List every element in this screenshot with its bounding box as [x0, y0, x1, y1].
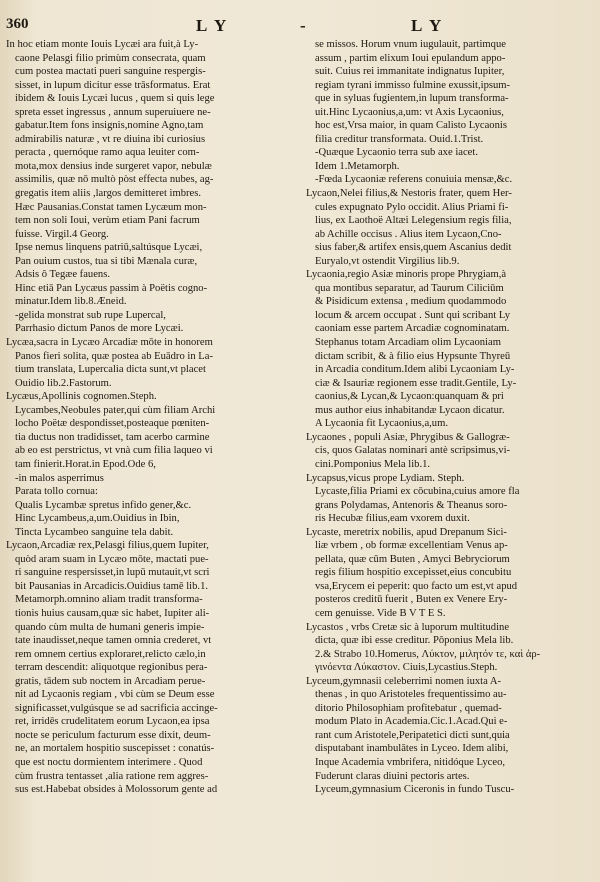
text-line: Euryalo,vt ostendit Virgilius lib.9. — [315, 255, 460, 267]
text-line: ditorio Philosophiam profitebatur , quemad- — [315, 702, 502, 714]
text-line: peracta , quernóque ramo aqua leuiter com- — [15, 147, 200, 159]
text-line: ab eo est perstrictus, vt vnà cum filia laqueo vi — [15, 445, 213, 457]
text-line: uit.Hinc Lycaonius,a,um: vt Axis Lycaonius, — [315, 106, 504, 118]
text-line: locum & arcem occupat . Sunt qui scribant Ly — [315, 309, 511, 321]
text-line: in Arcadia conditum.Idem alibi Lycaoniam Ly- — [315, 364, 515, 376]
text-line: Lycaon,Arcadiæ rex,Pelasgi filius,quem Iupiter, — [6, 540, 209, 552]
text-line: admirabilis naturæ , vt re diuina ibi curiosius — [15, 133, 206, 145]
text-line: -Quæque Lycaonio terra sub axe iacet. — [315, 147, 478, 159]
text-line: regis filium hospitio excepisset,eius concubitu — [315, 567, 512, 579]
text-line: & Pisidicum extensa , medium quodammodo — [315, 296, 507, 308]
text-line: gratis, tādem sub noctem in Arcadiam perue- — [15, 675, 206, 687]
text-line: fuisse. Virgil.4 Georg. — [15, 228, 109, 240]
text-line: sus est.Habebat obsides à Molossorum gente ad — [15, 784, 218, 796]
text-line: significasset,vulgúsque se ad sacrificia accinge- — [15, 702, 218, 714]
text-line: -Fœda Lycaoniæ referens conuiuia mensæ,&c. — [315, 174, 513, 186]
text-line: dicta, quæ ibi esse creditur. Pōponius Mela lib. — [315, 635, 514, 647]
text-line: Pan ouium custos, tua si tibi Mænala curæ, — [15, 255, 198, 267]
text-line: rem omnem certius exploraret,relicto cælo,in — [15, 648, 206, 660]
text-line: regiam tyrani immisso fulmine exussit,ipsum- — [315, 79, 511, 91]
text-line: Tincta Lycambeo sanguine tela dabit. — [15, 526, 174, 538]
text-line: spreta esset ingressus , annum superuiuere ne- — [15, 106, 211, 118]
text-line: tionis huius causam,quæ sic habet, Iupiter ali- — [15, 607, 210, 619]
text-line: ris Hecubæ filius,eam vxorem duxit. — [315, 513, 470, 525]
text-line: Adsis ô Tegæe fauens. — [15, 269, 110, 281]
text-line: vsa,Erycem ei peperit: quo facto um est,vt apud — [315, 580, 518, 592]
text-line: cis, quos Galatas nominari antè scripsimus,vi- — [315, 445, 511, 457]
text-line: lius, ex Laothoë Altæi Lelegensium regis filia, — [315, 215, 512, 227]
text-line: Metamorph.omnino aliam tradit transforma- — [15, 594, 203, 606]
text-line: Lycaste,filia Priami ex cōcubina,cuius amore fla — [315, 486, 520, 498]
text-line: quòd aram suam in Lycæo mōte, mactati pue- — [15, 553, 209, 565]
text-line: Panos fieri solita, quæ postea ab Euādro in La- — [15, 350, 213, 362]
left-text-column — [6, 38, 298, 874]
text-line: Lycapsus,vicus prope Lydiam. Steph. — [306, 472, 465, 484]
text-line: cem genuisse. Vide B V T E S. — [315, 607, 446, 619]
text-line: ne, an mortalem hospitio suscepisset : conatús- — [15, 743, 215, 755]
text-line: ri sanguine respersisset,in lupū mutauit,vt scri — [15, 567, 210, 579]
text-line: Lycambes,Neobules pater,qui cùm filiam Archi — [15, 404, 216, 416]
text-line: Inque Academia vmbrifera, nitidóque Lyceo, — [315, 756, 506, 768]
text-line: tium translata, Lupercalia dicta sunt,vt placet — [15, 364, 206, 376]
running-head-middle: - — [300, 16, 308, 35]
text-line: gabatur.Item fons insignis,nomine Agno,tam — [15, 120, 204, 132]
text-line: Ouidio lib.2.Fastorum. — [15, 377, 112, 389]
text-line: que in syluas fugientem,in lupum transforma- — [315, 93, 509, 105]
text-line: Qualis Lycambæ spretus infido gener,&c. — [15, 499, 192, 511]
text-line: mota,mox densius inde surgeret vapor, nebulæ — [15, 160, 212, 172]
text-line: dictam scribit, & à filio eius Hypsunte Thyreū — [315, 350, 511, 362]
text-line: modum Plato in Academia.Cic.1.Acad.Qui e- — [315, 716, 508, 728]
text-line: tate inaudisset,neque tamen omnia crederet, vt — [15, 635, 212, 647]
text-line: nit ad Lycaonis regiam , vbi cùm se Deum esse — [15, 689, 215, 701]
text-line: hoc est,Vrsa maior, in quam Calisto Lycaonis — [315, 120, 507, 132]
text-line: Hæc Pausanias.Constat tamen Lycæum mon- — [15, 201, 207, 213]
text-line: liæ vrbem , ob formæ excellentiam Venus ap- — [315, 540, 508, 552]
text-line: disputabant inambulātes in Lyceo. Idem alibi, — [315, 743, 509, 755]
text-line: Idem 1.Metamorph. — [315, 160, 400, 172]
text-line: In hoc etiam monte Iouis Lycæi ara fuit,à Ly- — [6, 39, 199, 50]
text-line: tia ductus non tradidisset, tam acerbo carmine — [15, 431, 210, 443]
text-line: terram descendit: aliquotque regionibus pera- — [15, 662, 208, 674]
page-number: 360 — [6, 16, 29, 32]
text-line: nocte se periculum facturum esse dixit, deum- — [15, 729, 211, 741]
text-line: cùm frustra tentasset ,alia ratione rem aggres- — [15, 770, 209, 782]
right-text-column — [306, 38, 596, 874]
text-line: que est noctu dormientem interimere . Quod — [15, 756, 203, 768]
text-line: cules expugnato Pylo occidit. Alius Priami fi- — [315, 201, 509, 213]
running-head-left: L Y — [196, 16, 229, 35]
text-line: Parata tollo cornua: — [15, 486, 98, 498]
text-line: filia creditur transformata. Ouid.1.Trist. — [315, 133, 484, 145]
text-line: sisset, in lupum dicitur esse trāsformatus. Erat — [15, 79, 211, 91]
text-line: posteros creditū fuerit , Buten ex Venere Ery- — [315, 594, 508, 606]
running-head-right: L Y — [411, 16, 444, 35]
text-line: Ipse nemus linquens patriū,saltúsque Lycæi, — [15, 242, 203, 254]
text-line: A Lycaonia fit Lycaonius,a,um. — [315, 418, 448, 430]
text-line: ab Achille occisus . Alius item Lycaon,Cno- — [315, 228, 502, 240]
text-line: Hinc Lycambeus,a,um.Ouidius in Ibin, — [15, 513, 180, 525]
text-line: Lycæa,sacra in Lycæo Arcadiæ mōte in honorem — [6, 337, 213, 349]
text-line: Hinc etiā Pan Lycæus passim à Poëtis cogno- — [15, 282, 208, 294]
text-line: Lycaste, meretrix nobilis, apud Drepanum Sici- — [306, 526, 507, 538]
text-line: caone Pelasgi filio primùm consecrata, quam — [15, 52, 206, 64]
text-line: quando cùm multa de humani generis impie- — [15, 621, 205, 633]
text-line: rant cum Aristotele,Peripatetici dicti sunt,quia — [315, 729, 510, 741]
text-line: sius faber,& artifex ensis,quem Ascanius dedit — [315, 242, 512, 254]
text-line: locho Poëtæ despondisset,posteaque pœniten- — [15, 418, 210, 430]
text-line: assum , partim elixum Ioui epulandum appo- — [315, 52, 506, 64]
text-line: caonius,& Lycan,& Lycaon:quanquam & pri — [315, 391, 504, 403]
text-line: suit. Cuius rei immanitate indignatus Iupiter, — [315, 66, 505, 78]
text-line: Lyceum,gymnasium Ciceronis in fundo Tuscu- — [315, 784, 515, 796]
text-line: tam finierit.Horat.in Epod.Ode 6, — [15, 458, 156, 470]
text-line: Lycastos , vrbs Cretæ sic à luporum multitudine — [306, 621, 510, 633]
page-header — [6, 16, 594, 38]
text-line: ret, irridēs crudelitatem eorum Lycaon,ea ipsa — [15, 716, 210, 728]
text-line: Fuderunt claras diuini pectoris artes. — [315, 770, 470, 782]
text-line: tem non soli Ioui, verùm etiam Pani facrum — [15, 215, 200, 227]
text-line: Lycaonia,regio Asiæ minoris prope Phrygiam,à — [306, 269, 507, 281]
text-line: cini.Pomponius Mela lib.1. — [315, 458, 431, 470]
text-line: qua montibus separatur, ad Taurum Ciliciūm — [315, 282, 504, 294]
text-line: caoniam esse partem Arcadiæ cognominatam. — [315, 323, 510, 335]
text-line: thenas , in quo Aristoteles frequentissimo au- — [315, 689, 507, 701]
text-line: minatur.Idem lib.8.Æneid. — [15, 296, 127, 308]
text-line: cum postea mactati pueri sanguine respergis- — [15, 66, 206, 78]
text-line: se missos. Horum vnum iugulauit, partimque — [315, 39, 506, 50]
text-line: Lycaon,Nelei filius,& Nestoris frater, quem Her- — [306, 188, 512, 200]
text-line: grans Polydamas, Antenoris & Theanus soro- — [315, 499, 508, 511]
text-line: Stephanus totam Arcadiam olim Lycaoniam — [315, 337, 501, 349]
text-line: ciæ & Isauriæ regionem esse tradit.Gentile, Ly- — [315, 377, 517, 389]
text-line: 2.& Strabo 10.Homerus, Λύκτον, μιλητόν τε, καὶ ἀρ- — [315, 648, 541, 660]
text-line: ibidem & Iouis Lycæi lucus , quem si quis lege — [15, 93, 215, 105]
text-line: mus author eius inhabitandæ Lycaon dicatur. — [315, 404, 505, 416]
text-line: bit Pausanias in Arcadicis.Ouidius tamē lib.1. — [15, 580, 209, 592]
text-line: γινόεντα Λύκαστον. Ciuis,Lycastius.Steph. — [315, 662, 498, 674]
text-line: -gelida monstrat sub rupe Lupercal, — [15, 309, 166, 321]
text-line: Lycæus,Apollinis cognomen.Steph. — [6, 391, 157, 403]
text-line: Lyceum,gymnasii celeberrimi nomen iuxta A- — [306, 675, 502, 687]
text-line: assimilis, quæ nō multò pòst effecta nubes, ag- — [15, 174, 214, 186]
text-line: Lycaones , populi Asiæ, Phrygibus & Gallogræ- — [306, 431, 510, 443]
text-line: pellata, quæ cūm Buten , Amyci Bebryciorum — [315, 553, 510, 565]
text-line: gregatis item aliis ,largos demitteret imbres. — [15, 188, 202, 200]
text-line: -in malos asperrimus — [15, 472, 104, 484]
text-line: Parrhasio dictum Panos de more Lycæi. — [15, 323, 184, 335]
